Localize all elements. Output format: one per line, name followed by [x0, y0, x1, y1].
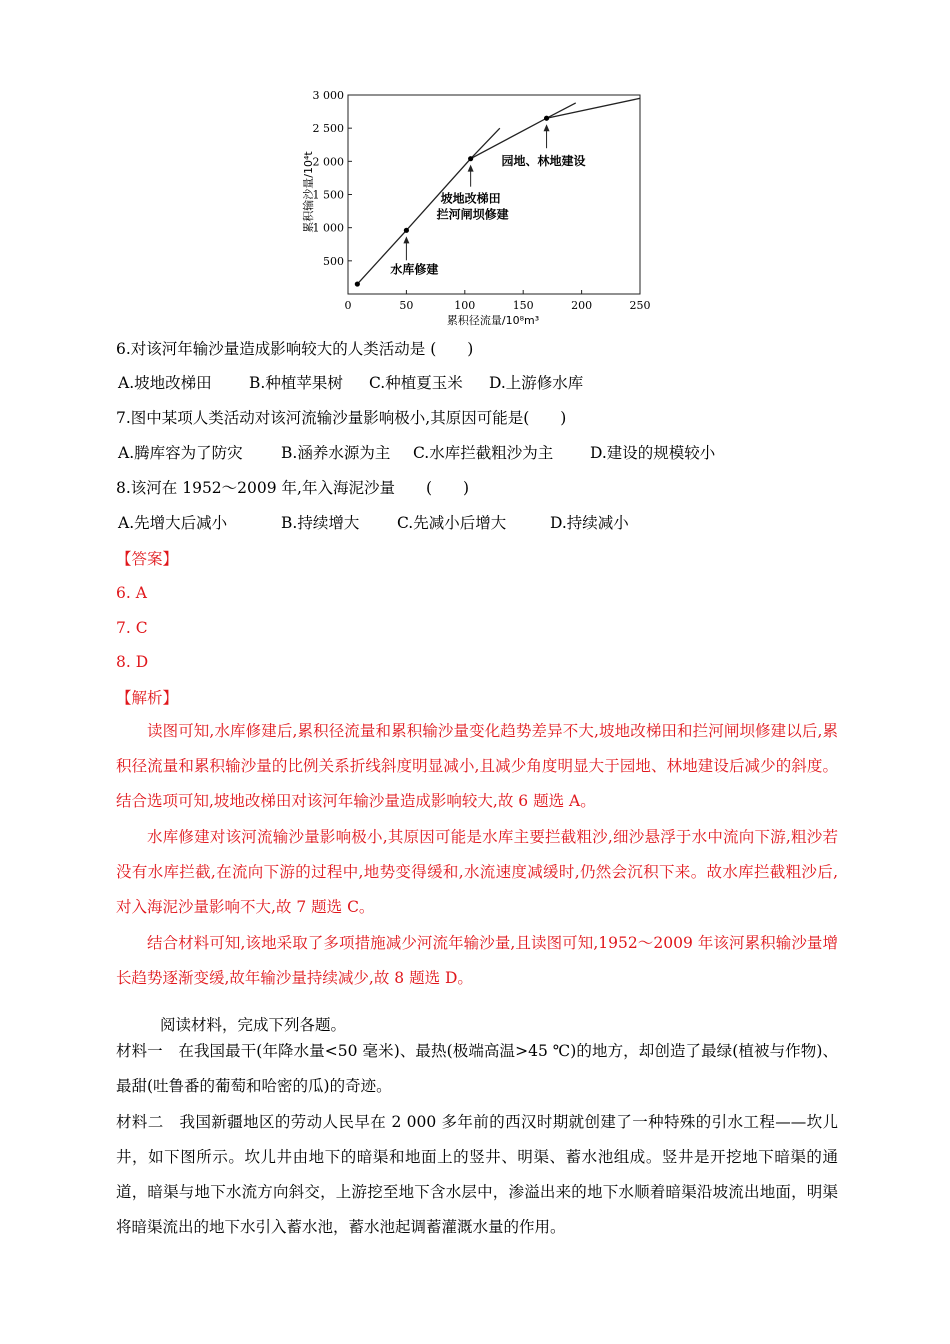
reading-intro: 阅读材料，完成下列各题。	[160, 1016, 347, 1034]
q7-option-c: C.水库拦截粗沙为主	[413, 444, 554, 462]
x-tick-label: 200	[571, 299, 593, 312]
answer-6: 6. A	[116, 584, 147, 602]
q6-option-a: A.坡地改梯田	[118, 374, 212, 392]
arrow-orchard-head	[544, 124, 550, 131]
question-6-stem: 6.对该河年输沙量造成影响较大的人类活动是 ( )	[116, 340, 474, 358]
material-1: 材料一 在我国最干(年降水量<50 毫米)、最热(极端高温>45 ℃)的地方，却创造了最绿(植被与作物)、最甜(吐鲁番的葡萄和哈密的瓜)的奇迹。	[116, 1042, 838, 1095]
chart-svg	[292, 82, 662, 330]
q6-option-b: B.种植苹果树	[249, 374, 343, 392]
arrow-terrace-head	[468, 165, 474, 172]
x-tick-label: 0	[344, 299, 352, 312]
question-7-stem: 7.图中某项人类活动对该河流输沙量影响极小,其原因可能是( )	[116, 409, 567, 427]
arrow-reservoir-head	[403, 236, 409, 243]
annotation-reservoir: 水库修建	[390, 262, 439, 277]
analysis-paragraph-3: 结合材料可知,该地采取了多项措施减少河流年输沙量,且读图可知,1952～2009 年该河累积输沙量增长趋势逐渐变缓,故年输沙量持续减少,故 8 题选 D。	[116, 934, 838, 987]
question-8-stem: 8.该河在 1952～2009 年,年入海泥沙量 ( )	[116, 479, 470, 497]
y-tick-label: 3 000	[312, 89, 344, 102]
x-tick-label: 150	[512, 299, 534, 312]
analysis-heading: 【解析】	[116, 689, 179, 707]
q7-option-a: A.腾库容为了防灾	[118, 444, 243, 462]
question-7-options	[118, 442, 715, 464]
data-point	[404, 228, 409, 233]
answer-7: 7. C	[116, 619, 148, 637]
y-tick-label: 2 000	[312, 155, 344, 169]
analysis-paragraph-2: 水库修建对该河流输沙量影响极小,其原因可能是水库主要拦截粗沙,细沙悬浮于水中流向下游,粗沙若没有水库拦截,在流向下游的过程中,地势变得缓和,水流速度减缓时,仍然会沉积下来。故水库拦截粗沙后,对入海泥沙量影响不大,故 7 题选 C。	[116, 828, 838, 916]
answer-heading: 【答案】	[116, 550, 179, 568]
x-tick-label: 50	[399, 299, 414, 312]
y-tick-label: 500	[323, 254, 344, 268]
annotation-dam: 拦河闸坝修建	[436, 207, 509, 222]
trend-extension-line	[471, 128, 500, 159]
q8-option-c: C.先减小后增大	[397, 514, 507, 532]
answer-8: 8. D	[116, 653, 149, 671]
sediment-runoff-chart	[292, 82, 662, 330]
q8-option-b: B.持续增大	[281, 514, 360, 532]
x-tick-label: 100	[454, 299, 476, 312]
q6-option-c: C.种植夏玉米	[369, 374, 463, 392]
trend-extension-line	[547, 103, 576, 118]
q8-option-d: D.持续减小	[550, 514, 629, 532]
q7-option-b: B.涵养水源为主	[281, 444, 391, 462]
q8-option-a: A.先增大后减小	[118, 514, 228, 532]
y-axis-label: 累积输沙量/10⁴t	[302, 151, 315, 233]
y-tick-label: 2 500	[312, 122, 344, 136]
material-2: 材料二 我国新疆地区的劳动人民早在 2 000 多年前的西汉时期就创建了一种特殊的引水工程——坎儿井，如下图所示。坎儿井由地下的暗渠和地面上的竖井、明渠、蓄水池组成。竖井是开挖地下暗渠的通道，暗渠与地下水流方向斜交，上游挖至地下含水层中，渗溢出来的地下水顺着暗渠沿坡流出地面，明渠将暗渠流出的地下水引入蓄水池，蓄水池起调蓄灌溉水量的作用。	[116, 1113, 838, 1236]
y-tick-label: 1 500	[312, 188, 344, 202]
data-point	[544, 116, 549, 121]
y-tick-label: 1 000	[312, 221, 344, 235]
data-point	[468, 156, 473, 161]
data-point	[355, 281, 360, 286]
annotation-terrace: 坡地改梯田	[440, 191, 501, 206]
x-axis-label: 累积径流量/10⁸m³	[446, 314, 540, 327]
x-tick-label: 250	[629, 299, 651, 312]
annotation-orchard: 园地、林地建设	[501, 154, 586, 169]
question-8-options	[118, 512, 629, 534]
q6-option-d: D.上游修水库	[489, 374, 584, 392]
question-6-options	[118, 372, 583, 394]
analysis-paragraph-1: 读图可知,水库修建后,累积径流量和累积输沙量变化趋势差异不大,坡地改梯田和拦河闸坝修建以后,累积径流量和累积输沙量的比例关系折线斜度明显减小,且减少角度明显大于园地、林地建设后减少的斜度。结合选项可知,坡地改梯田对该河年输沙量造成影响较大,故 6 题选 A。	[116, 722, 838, 810]
q7-option-d: D.建设的规模较小	[590, 444, 716, 462]
